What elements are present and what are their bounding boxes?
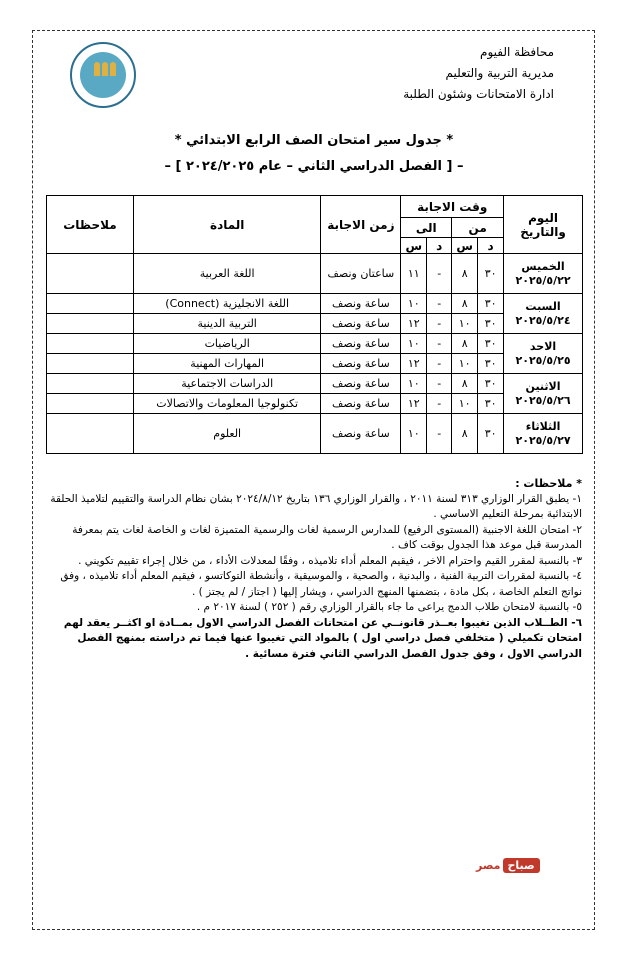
col-header-notes: ملاحظات bbox=[47, 196, 134, 254]
notes-cell bbox=[47, 374, 134, 394]
col-header-day: اليوم والتاريخ bbox=[504, 196, 583, 254]
note-item: ٣- بالنسبة لمقرر القيم واحترام الاخر ، فيقيم المعلم أداء تلاميذه ، وفقًا لمعدلات الأداء ، من خلال إجراء تقييم تكويني . bbox=[78, 554, 582, 567]
col-header-from-hour: س bbox=[452, 238, 478, 254]
notes-cell bbox=[47, 334, 134, 354]
directorate-logo bbox=[70, 42, 136, 108]
day-cell: الاثنين ٢٠٢٥/٥/٢٦ bbox=[504, 374, 583, 414]
col-header-to: الى bbox=[401, 218, 452, 238]
department-name: ادارة الامتحانات وشئون الطلبة bbox=[403, 87, 554, 101]
col-header-time: وقت الاجابة bbox=[401, 196, 504, 218]
table-row: ٣٠ ١٠ - ١٢ ساعة ونصف المهارات المهنية bbox=[47, 354, 583, 374]
table-row: الخميس ٢٠٢٥/٥/٢٢ ٣٠ ٨ - ١١ ساعتان ونصف اللغة العربية bbox=[47, 254, 583, 294]
governorate-name: محافظة الفيوم bbox=[480, 45, 554, 59]
subject-cell: العلوم bbox=[133, 414, 321, 454]
notes-cell bbox=[47, 314, 134, 334]
note-item: ٢- امتحان اللغة الاجنبية (المستوى الرفيع) للمدارس الرسمية لغات والرسمية المتميزة لغات و الخاصة لغات يتم بمعرفة المدرسة قبل موعد هذا الجدول بوقت كاف . bbox=[72, 523, 582, 551]
exam-schedule-table bbox=[46, 195, 583, 454]
duration-cell: ساعة ونصف bbox=[321, 314, 401, 334]
table-row: الاحد ٢٠٢٥/٥/٢٥ ٣٠ ٨ - ١٠ ساعة ونصف الرياضيات bbox=[47, 334, 583, 354]
col-header-subject: المادة bbox=[133, 196, 321, 254]
watermark-logo: صباحمصر bbox=[476, 858, 540, 873]
col-header-from: من bbox=[452, 218, 504, 238]
notes-cell bbox=[47, 414, 134, 454]
notes-cell bbox=[47, 294, 134, 314]
duration-cell: ساعة ونصف bbox=[321, 374, 401, 394]
col-header-from-minute: د bbox=[478, 238, 504, 254]
duration-cell: ساعة ونصف bbox=[321, 394, 401, 414]
col-header-to-minute: د bbox=[427, 238, 452, 254]
day-cell: الاحد ٢٠٢٥/٥/٢٥ bbox=[504, 334, 583, 374]
notes-cell bbox=[47, 354, 134, 374]
note-item: ٤- بالنسبة لمقررات التربية الفنية ، والبدنية ، والصحية ، والموسيقية ، وأنشطة التوكاتسو ، فيقيم المعلم أداء تلاميذه ، وفق نواتج التعلم الخاصة ، بكل مادة ، بتضمنها المنهج الدراسي ، ويشار إليها ( اجتاز / لم يجتز ) . bbox=[60, 570, 582, 598]
notes-section bbox=[46, 476, 582, 662]
duration-cell: ساعة ونصف bbox=[321, 414, 401, 454]
duration-cell: ساعتان ونصف bbox=[321, 254, 401, 294]
page-subtitle: – [ الفصل الدراسي الثاني – عام ٢٠٢٤/٢٠٢٥ ] – bbox=[164, 159, 464, 174]
duration-cell: ساعة ونصف bbox=[321, 334, 401, 354]
duration-cell: ساعة ونصف bbox=[321, 294, 401, 314]
subject-cell: اللغة العربية bbox=[133, 254, 321, 294]
notes-cell bbox=[47, 394, 134, 414]
day-cell: السبت ٢٠٢٥/٥/٢٤ bbox=[504, 294, 583, 334]
notes-title: * ملاحظات : bbox=[515, 477, 582, 490]
notes-cell bbox=[47, 254, 134, 294]
table-row: ٣٠ ١٠ - ١٢ ساعة ونصف تكنولوجيا المعلومات والاتصالات bbox=[47, 394, 583, 414]
table-row: ٣٠ ١٠ - ١٢ ساعة ونصف التربية الدينية bbox=[47, 314, 583, 334]
subject-cell: المهارات المهنية bbox=[133, 354, 321, 374]
page-title: * جدول سير امتحان الصف الرابع الابتدائي * bbox=[174, 133, 454, 148]
day-cell: الخميس ٢٠٢٥/٥/٢٢ bbox=[504, 254, 583, 294]
day-cell: الثلاثاء ٢٠٢٥/٥/٢٧ bbox=[504, 414, 583, 454]
table-row: الاثنين ٢٠٢٥/٥/٢٦ ٣٠ ٨ - ١٠ ساعة ونصف الدراسات الاجتماعية bbox=[47, 374, 583, 394]
table-row: السبت ٢٠٢٥/٥/٢٤ ٣٠ ٨ - ١٠ ساعة ونصف اللغة الانجليزية (Connect) bbox=[47, 294, 583, 314]
note-item: ١- يطبق القرار الوزاري ٣١٣ لسنة ٢٠١١ ، والقرار الوزاري ١٣٦ بتاريخ ٢٠٢٤/٨/١٢ بشان نظام الدراسة والتقييم لتلاميذ الحلقة الابتدائية بمرحلة التعليم الاساسي . bbox=[50, 492, 582, 520]
subject-cell: اللغة الانجليزية (Connect) bbox=[133, 294, 321, 314]
table-row: الثلاثاء ٢٠٢٥/٥/٢٧ ٣٠ ٨ - ١٠ ساعة ونصف العلوم bbox=[47, 414, 583, 454]
note-item: ٦- الطــلاب الذين تغيبوا بعــذر قانونــي عن امتحانات الفصل الدراسي الاول بمــادة او اكثــر يعقد لهم امتحان تكميلي ( متخلفي فصل دراسي اول ) بالمواد التي تغيبوا عنها فيما تم دراسته بمنهج الفصل الدراسي الاول ، وفق جدول الفصل الدراسي الثاني فترة مسائية . bbox=[63, 616, 582, 660]
header-block bbox=[403, 42, 554, 105]
col-header-to-hour: س bbox=[401, 238, 427, 254]
note-item: ٥- بالنسبة لامتحان طلاب الدمج يراعى ما جاء بالقرار الوزاري رقم ( ٢٥٢ ) لسنة ٢٠١٧ م . bbox=[196, 601, 582, 613]
col-header-duration: زمن الاجابة bbox=[321, 196, 401, 254]
subject-cell: الرياضيات bbox=[133, 334, 321, 354]
subject-cell: تكنولوجيا المعلومات والاتصالات bbox=[133, 394, 321, 414]
subject-cell: التربية الدينية bbox=[133, 314, 321, 334]
subject-cell: الدراسات الاجتماعية bbox=[133, 374, 321, 394]
duration-cell: ساعة ونصف bbox=[321, 354, 401, 374]
directorate-name: مديرية التربية والتعليم bbox=[445, 66, 554, 80]
title-block bbox=[0, 128, 628, 180]
